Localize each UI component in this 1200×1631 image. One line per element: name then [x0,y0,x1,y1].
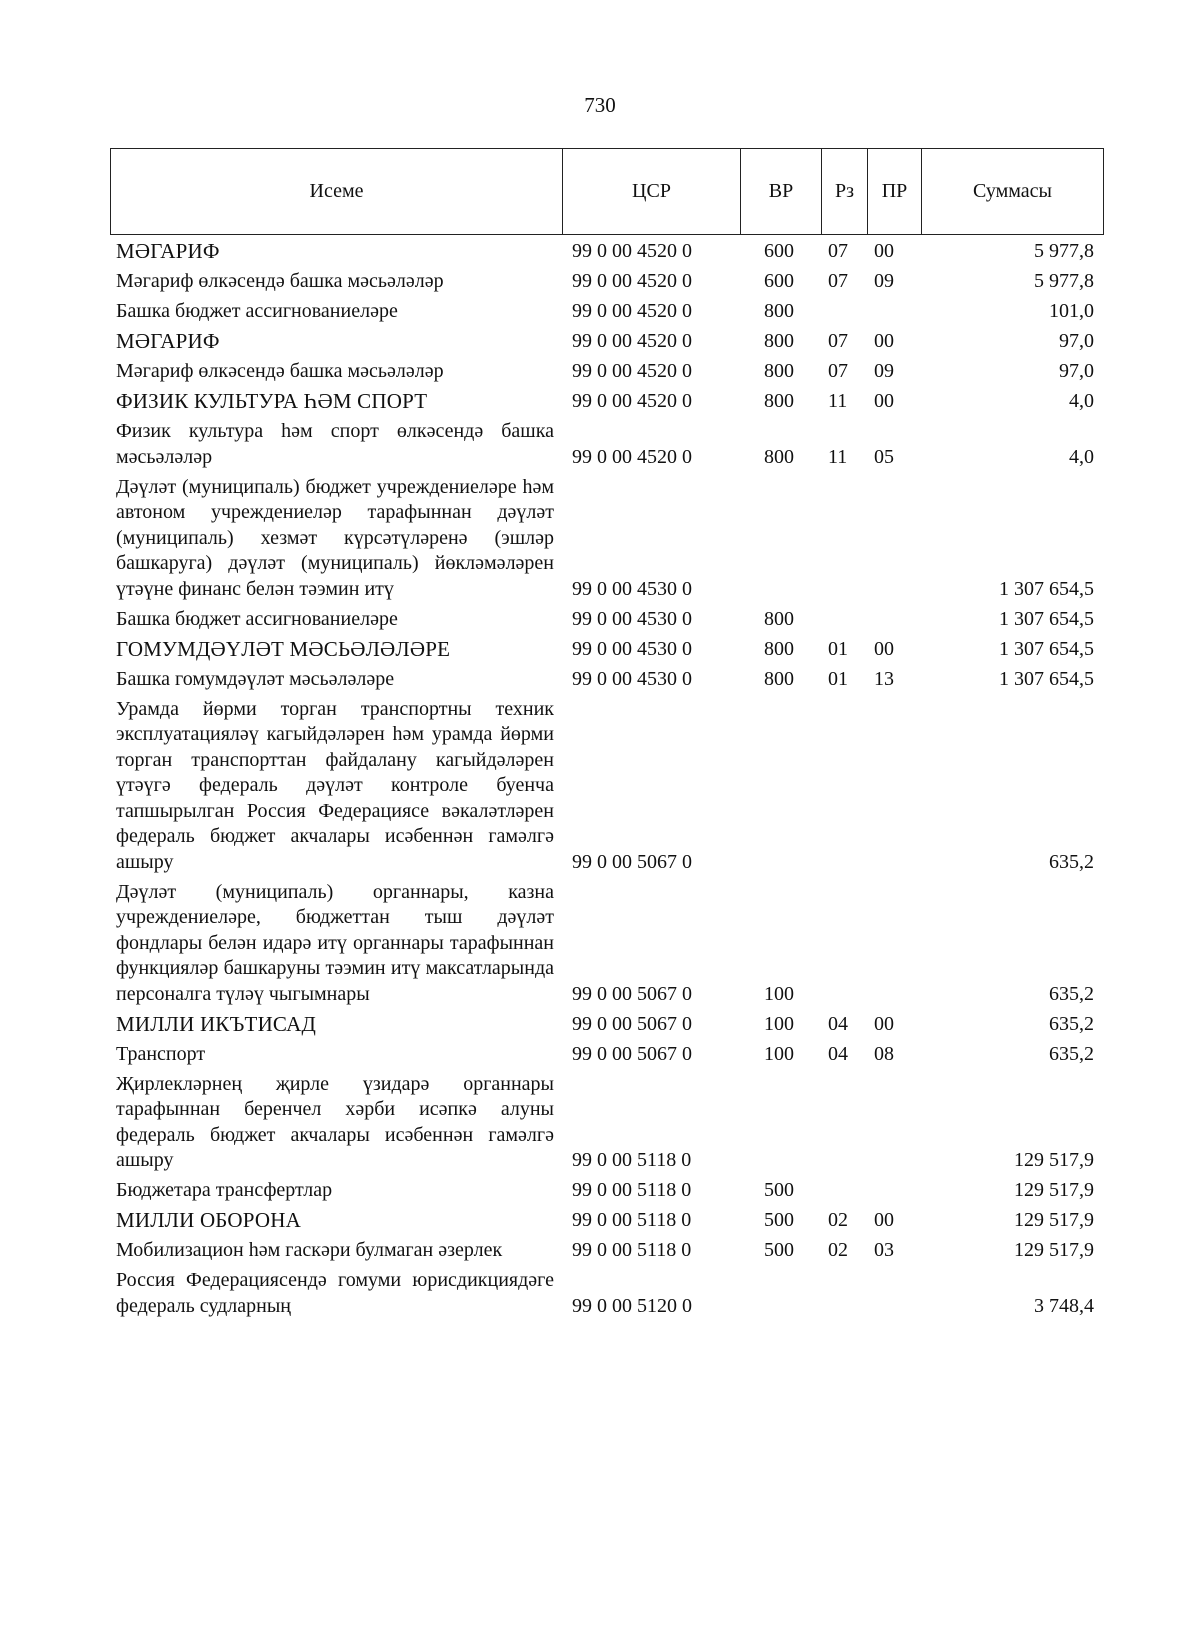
cell-csr: 99 0 00 5118 0 [572,1209,692,1231]
cell-pr: 00 [874,1209,894,1231]
cell-name: Мәгариф өлкәсендә башка мәсьәләләр [116,270,444,292]
cell-name: Башка гомумдәүләт мәсьәләләре [116,667,395,690]
cell-name: ФИЗИК КУЛЬТУРА ҺӘМ СПОРТ [116,389,428,413]
cell-csr: 99 0 00 5120 0 [572,1294,692,1317]
cell-name: Мобилизацион һәм гаскәри булмаган әзерлек [116,1239,503,1261]
cell-vr: 800 [764,390,794,412]
table-row [110,1040,1104,1070]
cell-rz: 01 [828,637,848,660]
cell-rz: 11 [828,445,848,468]
cell-name: Физик культура һәм спорт өлкәсендә башка мәсьәләләр [116,420,554,468]
cell-csr: 99 0 00 5118 0 [572,1179,692,1201]
cell-sum: 1 307 654,5 [999,667,1094,690]
cell-name: Мәгариф өлкәсендә башка мәсьәләләр [116,360,444,382]
table-row [110,237,1104,267]
cell-rz: 01 [828,667,848,690]
cell-sum: 5 977,8 [1034,270,1094,292]
cell-csr: 99 0 00 5118 0 [572,1149,692,1171]
cell-name: Җирлекләрнең җирле үзидарә органнары тарафыннан беренчел хәрби исәпкә алуны федераль бюджет акчалары исәбеннән гамәлгә ашыру [116,1072,554,1171]
cell-csr: 99 0 00 5118 0 [572,1239,692,1261]
cell-vr: 800 [764,445,794,468]
cell-pr: 00 [874,637,894,660]
cell-name: Урамда йөрми торган транспортны техник эксплуатацияләү кагыйдәләрен һәм урамда йөрми торган транспорттан файдалану кагыйдәләрен үтәүгә федераль дәүләт контроле буенча тапшырылган Россия Федерациясе вәкаләтләрен федераль бюджет акчалары исәбеннән гамәлгә ашыру [116,697,554,873]
table-row [110,695,1104,878]
table-row [110,357,1104,387]
table-row [110,1206,1104,1236]
cell-vr: 500 [764,1239,794,1261]
table-row [110,1070,1104,1177]
table-row [110,1176,1104,1206]
cell-name: Дәүләт (муниципаль) бюджет учреждениеләре һәм автоном учреждениеләр тарафыннан дәүләт (муниципаль) хезмәт күрсәтүләренә (эшләр башкаруга) дәүләт (муниципаль) йөкләмәләрен үтәүне финанс белән тәэмин итү [116,475,554,600]
cell-name: Дәүләт (муниципаль) органнары, казна учреждениеләре, бюджеттан тыш дәүләт фондлары белән идарә итү органнары тарафыннан функцияләр башкаруны тәэмин итү максатларында персоналга түләү чыгымнары [116,880,554,1005]
cell-rz: 07 [828,240,848,262]
table-row [110,665,1104,695]
cell-csr: 99 0 00 4520 0 [572,330,692,352]
cell-sum: 97,0 [1059,360,1094,382]
cell-name: Россия Федерациясендә гомуми юрисдикциядәге федераль судларның [116,1269,554,1317]
cell-vr: 600 [764,270,794,292]
cell-vr: 100 [764,1012,794,1035]
table-row [110,267,1104,297]
header-sum: Суммасы [973,180,1052,202]
cell-sum: 635,2 [1049,850,1094,873]
table-row [110,605,1104,635]
cell-vr: 100 [764,982,794,1005]
cell-sum: 1 307 654,5 [999,637,1094,660]
table-row [110,473,1104,605]
table-row [110,1010,1104,1040]
cell-csr: 99 0 00 4520 0 [572,360,692,382]
cell-name: Бюджетара трансфертлар [116,1179,333,1201]
table-row [110,1236,1104,1266]
cell-vr: 800 [764,300,794,322]
header-vr: ВР [741,149,822,234]
cell-csr: 99 0 00 5067 0 [572,850,692,873]
cell-csr: 99 0 00 4520 0 [572,390,692,412]
cell-name: ГОМУМДӘҮЛӘТ МӘСЬӘЛӘЛӘРЕ [116,636,451,661]
cell-rz: 04 [828,1042,848,1065]
cell-csr: 99 0 00 4520 0 [572,300,692,322]
table-body [110,237,1104,1322]
table-row [110,878,1104,1010]
cell-vr: 800 [764,637,794,660]
cell-sum: 635,2 [1049,1042,1094,1065]
cell-rz: 11 [828,390,848,412]
cell-name: Башка бюджет ассигнованиеләре [116,607,398,630]
cell-name: МӘГАРИФ [116,329,220,353]
cell-sum: 3 748,4 [1034,1294,1094,1317]
cell-sum: 5 977,8 [1034,240,1094,262]
cell-sum: 4,0 [1069,445,1094,468]
cell-rz: 02 [828,1239,848,1261]
cell-name: МИЛЛИ ИКЪТИСАД [116,1011,316,1036]
cell-pr: 09 [874,360,894,382]
cell-name: Башка бюджет ассигнованиеләре [116,300,398,322]
cell-sum: 101,0 [1049,300,1094,322]
cell-name: Транспорт [116,1042,206,1065]
cell-pr: 03 [874,1239,894,1261]
cell-rz: 02 [828,1209,848,1231]
cell-pr: 08 [874,1042,894,1065]
cell-csr: 99 0 00 4530 0 [572,607,692,630]
cell-name: МӘГАРИФ [116,239,220,263]
cell-vr: 800 [764,607,794,630]
cell-vr: 800 [764,667,794,690]
cell-sum: 129 517,9 [1014,1239,1094,1261]
cell-rz: 07 [828,330,848,352]
cell-rz: 07 [828,360,848,382]
header-pr: ПР [868,149,922,234]
cell-csr: 99 0 00 4520 0 [572,445,692,468]
cell-vr: 500 [764,1209,794,1231]
cell-pr: 00 [874,330,894,352]
cell-sum: 129 517,9 [1014,1149,1094,1171]
cell-name: МИЛЛИ ОБОРОНА [116,1208,302,1232]
table-header [110,148,1104,235]
cell-csr: 99 0 00 5067 0 [572,982,692,1005]
cell-pr: 09 [874,270,894,292]
cell-sum: 4,0 [1069,390,1094,412]
cell-sum: 1 307 654,5 [999,607,1094,630]
cell-vr: 800 [764,360,794,382]
cell-csr: 99 0 00 4530 0 [572,667,692,690]
cell-csr: 99 0 00 4530 0 [572,577,692,600]
table-row [110,297,1104,327]
cell-sum: 635,2 [1049,1012,1094,1035]
cell-vr: 500 [764,1179,794,1201]
cell-rz: 04 [828,1012,848,1035]
cell-sum: 129 517,9 [1014,1209,1094,1231]
page-number: 730 [584,93,616,117]
header-name: Исеме [111,149,563,234]
header-csr: ЦСР [563,149,741,234]
cell-sum: 635,2 [1049,982,1094,1005]
cell-csr: 99 0 00 5067 0 [572,1042,692,1065]
cell-rz: 07 [828,270,848,292]
cell-vr: 800 [764,330,794,352]
cell-sum: 97,0 [1059,330,1094,352]
cell-vr: 600 [764,240,794,262]
cell-sum: 1 307 654,5 [999,577,1094,600]
cell-vr: 100 [764,1042,794,1065]
cell-csr: 99 0 00 4520 0 [572,270,692,292]
cell-pr: 00 [874,240,894,262]
cell-sum: 129 517,9 [1014,1179,1094,1201]
cell-csr: 99 0 00 4520 0 [572,240,692,262]
cell-pr: 13 [874,667,894,690]
cell-pr: 05 [874,445,894,468]
table-row [110,417,1104,473]
table-row [110,1266,1104,1322]
header-rz: Рз [822,149,868,234]
cell-pr: 00 [874,390,894,412]
cell-csr: 99 0 00 5067 0 [572,1012,692,1035]
table-row [110,635,1104,665]
cell-pr: 00 [874,1012,894,1035]
table-row [110,327,1104,357]
cell-csr: 99 0 00 4530 0 [572,637,692,660]
table-row [110,387,1104,417]
